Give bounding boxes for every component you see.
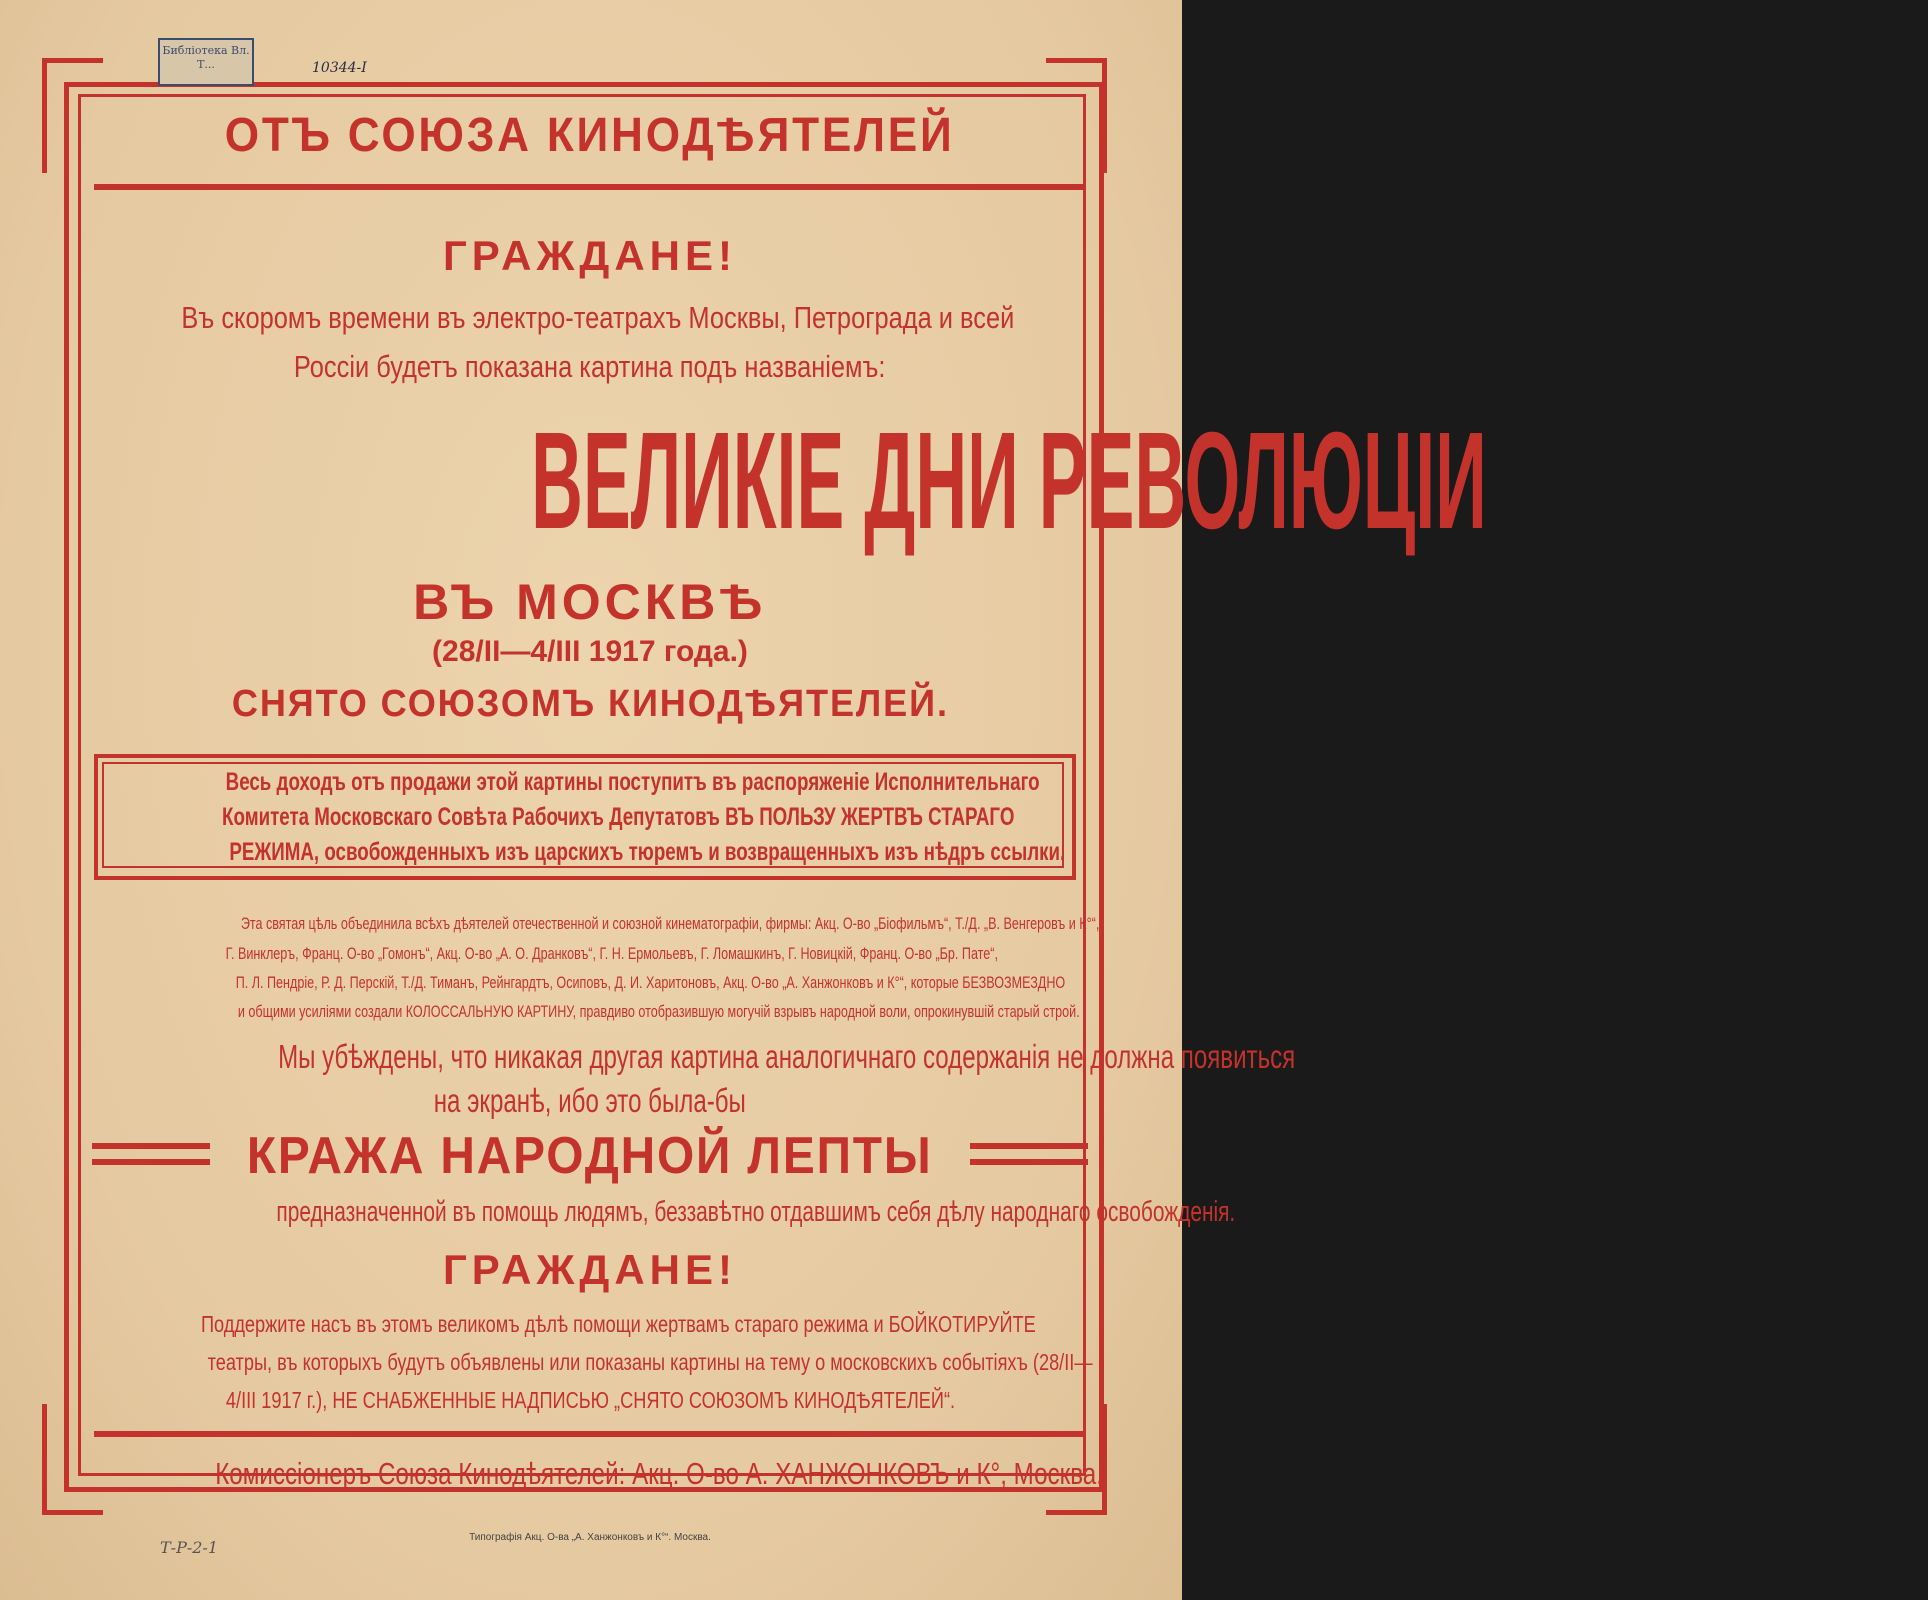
appeal-line-3: 4/III 1917 г.), НЕ СНАБЖЕННЫЕ НАДПИСЬЮ „СНЯТО СОЮЗОМЪ КИНОДѢЯТЕЛЕЙ“.	[225, 1387, 955, 1413]
archive-number: 10344-I	[312, 60, 367, 76]
library-stamp: Библіотека Вл. Т...	[158, 38, 254, 86]
intro-line-1: Въ скоромъ времени въ электро-театрахъ Москвы, Петрограда и всей	[181, 300, 1015, 335]
greeting-1: ГРАЖДАНЕ!	[442, 232, 737, 279]
conviction-line-2: на экранѣ, ибо это была-бы	[433, 1082, 747, 1119]
film-dates: (28/II—4/III 1917 года.)	[432, 635, 748, 668]
purpose-line: предназначенной въ помощь людямъ, беззавѣтно отдавшимъ себя дѣлу народнаго освобожденія.	[276, 1196, 1236, 1228]
greeting-2: ГРАЖДАНЕ!	[442, 1246, 737, 1293]
theft-heading: КРАЖА НАРОДНОЙ ЛЕПТЫ	[247, 1127, 933, 1185]
intro-line-2: Россіи будетъ показана картина подъ названіемъ:	[294, 349, 886, 384]
header-rule	[94, 184, 1086, 190]
film-title: ВЕЛИКІЕ ДНИ РЕВОЛЮЦІИ	[531, 404, 1487, 558]
firms-line-4: и общими усиліями создали КОЛОССАЛЬНУЮ КАРТИНУ, правдиво отобразившую могучій взрывъ народной воли, опрокинувшій старый строй.	[237, 1002, 1080, 1021]
firms-line-1: Эта святая цѣль объединила всѣхъ дѣятелей отечественной и союзной кинематографіи, фирмы: Акц. О-во „Біофильмъ“, Т./Д. „В. Венгеровъ и К°“,	[240, 914, 1100, 933]
shelf-mark: Т-Р-2-1	[160, 1538, 219, 1557]
appeal-line-1: Поддержите насъ въ этомъ великомъ дѣлѣ помощи жертвамъ стараго режима и БОЙКОТИРУЙТЕ	[200, 1311, 1036, 1337]
firms-line-2: Г. Винклеръ, Франц. О-во „Гомонъ“, Акц. О-во „А. О. Дранковъ“, Г. Н. Ермольевъ, Г. Ломашкинъ, Г. Новицкій, Франц. О-во „Бр. Пате“,	[225, 944, 998, 963]
box-line-3: РЕЖИМА, освобожденныхъ изъ царскихъ тюремъ и возвращенныхъ изъ нѣдръ ссылки.	[229, 838, 1066, 866]
footer-rule	[94, 1431, 1086, 1437]
film-subtitle: ВЪ МОСКВѢ	[413, 574, 767, 630]
header: ОТЪ СОЮЗА КИНОДѢЯТЕЛЕЙ	[225, 109, 955, 162]
firms-line-3: П. Л. Пендріе, Р. Д. Перскій, Т./Д. Тиманъ, Рейнгардтъ, Осиповъ, Д. И. Харитоновъ, Акц. О-во „А. Ханжонковъ и К°“, которые БЕЗВОЗМЕЗДНО	[235, 973, 1066, 992]
appeal-line-2: театры, въ которыхъ будутъ объявлены или показаны картины на тему о московскихъ событіяхъ (28/II—	[207, 1349, 1093, 1375]
box-line-1: Весь доходъ отъ продажи этой картины поступитъ въ распоряженіе Исполнительнаго	[225, 768, 1040, 796]
filmed-by: СНЯТО СОЮЗОМЪ КИНОДѢЯТЕЛЕЙ.	[231, 683, 949, 725]
printer-imprint: Типографія Акц. О-ва „А. Ханжонковъ и К°“. Москва.	[469, 1532, 711, 1543]
box-line-2: Комитета Московскаго Совѣта Рабочихъ Депутатовъ ВЪ ПОЛЬЗУ ЖЕРТВЪ СТАРАГО	[222, 803, 1015, 831]
commissioner: Комиссіонеръ Союза Кинодѣятелей: Акц. О-во А. ХАНЖОНКОВЪ и К°, Москва.	[215, 1456, 1103, 1491]
conviction-line-1: Мы убѣждены, что никакая другая картина аналогичнаго содержанія не должна появиться	[278, 1038, 1296, 1075]
